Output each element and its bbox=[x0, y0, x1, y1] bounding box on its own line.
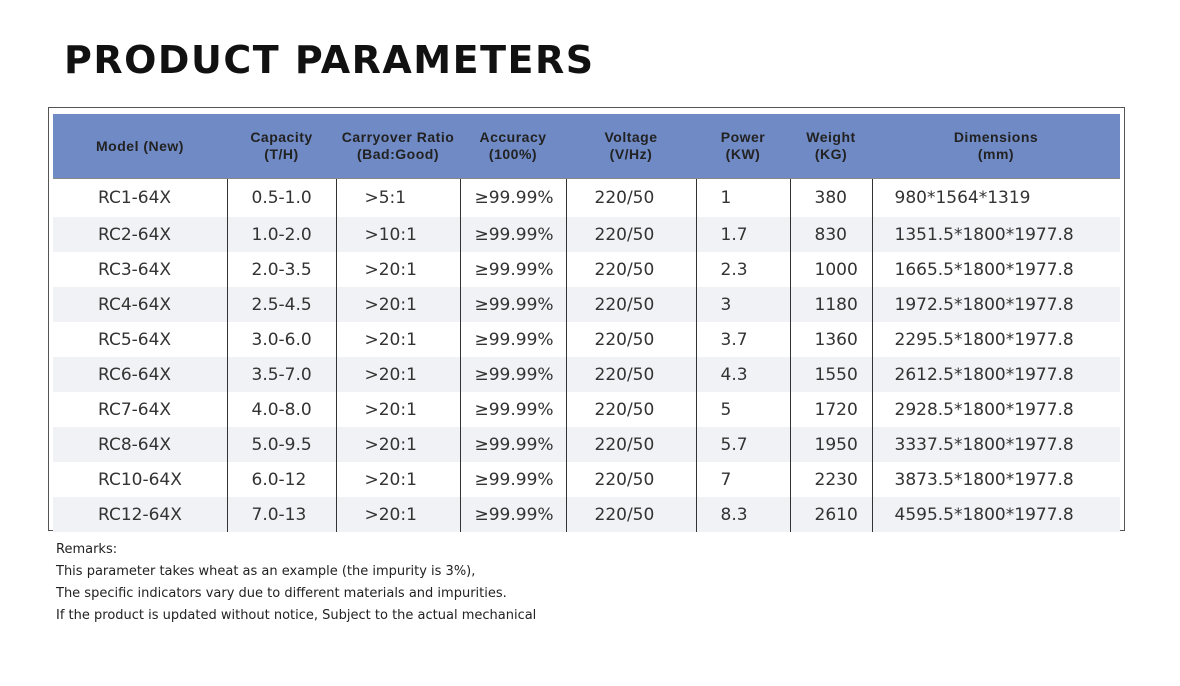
column-header bbox=[696, 114, 790, 179]
column-header bbox=[460, 114, 566, 179]
table-cell: RC8-64X bbox=[53, 427, 227, 462]
table-cell: 5.0-9.5 bbox=[227, 427, 336, 462]
page-title: PRODUCT PARAMETERS bbox=[64, 38, 595, 82]
table-cell: ≥99.99% bbox=[460, 497, 566, 532]
table-cell: RC5-64X bbox=[98, 329, 172, 350]
remarks-line: If the product is updated without notice, Subject to the actual mechanical bbox=[56, 608, 537, 623]
table-cell: 7.0-13 bbox=[227, 497, 336, 532]
remarks-line: The specific indicators vary due to different materials and impurities. bbox=[56, 586, 507, 601]
table-row bbox=[53, 252, 1120, 287]
table-cell: 0.5-1.0 bbox=[227, 179, 336, 218]
table-cell: >20:1 bbox=[336, 287, 460, 322]
table-cell: 4.0-8.0 bbox=[227, 392, 336, 427]
table-cell: RC2-64X bbox=[53, 217, 227, 252]
column-header bbox=[336, 114, 460, 179]
table-cell: 5.7 bbox=[696, 427, 790, 462]
remarks bbox=[56, 539, 536, 627]
table-cell: >20:1 bbox=[336, 252, 460, 287]
table-cell: 1360 bbox=[790, 322, 872, 357]
parameters-table-frame bbox=[48, 107, 1125, 531]
table-cell: ≥99.99% bbox=[460, 322, 566, 357]
table-cell: 2.5-4.5 bbox=[227, 287, 336, 322]
table-cell: ≥99.99% bbox=[460, 252, 566, 287]
table-cell: RC10-64X bbox=[98, 469, 182, 490]
table-cell: 3 bbox=[696, 287, 790, 322]
table-cell: ≥99.99% bbox=[460, 462, 566, 497]
table-row bbox=[53, 462, 1120, 497]
table-cell: 830 bbox=[790, 217, 872, 252]
column-header bbox=[790, 114, 872, 179]
table-cell: 1.0-2.0 bbox=[227, 217, 336, 252]
table-cell: 1550 bbox=[790, 357, 872, 392]
table-row bbox=[53, 357, 1120, 392]
table-cell: 4.3 bbox=[696, 357, 790, 392]
table-cell: >5:1 bbox=[336, 179, 460, 218]
table-cell: 220/50 bbox=[566, 392, 696, 427]
table-cell: 3.0-6.0 bbox=[227, 322, 336, 357]
column-header-unit: (Bad:Good) bbox=[357, 146, 439, 162]
table-cell: 3873.5*1800*1977.8 bbox=[872, 462, 1120, 497]
column-header-label: Dimensions bbox=[953, 129, 1039, 145]
table-cell: 1950 bbox=[790, 427, 872, 462]
table-cell: 220/50 bbox=[566, 322, 696, 357]
column-header-unit: (100%) bbox=[488, 146, 538, 162]
table-cell: >10:1 bbox=[336, 217, 460, 252]
table-cell: ≥99.99% bbox=[460, 179, 566, 218]
table-cell: 7 bbox=[696, 462, 790, 497]
column-header-unit: (KG) bbox=[814, 146, 848, 162]
table-row bbox=[53, 179, 1120, 218]
column-header-label: Weight bbox=[806, 129, 856, 145]
table-cell: 4595.5*1800*1977.8 bbox=[872, 497, 1120, 532]
table-cell: 2.3 bbox=[696, 252, 790, 287]
column-header-label: Capacity bbox=[250, 129, 313, 145]
table-cell: 3.7 bbox=[696, 322, 790, 357]
table-cell: 1665.5*1800*1977.8 bbox=[872, 252, 1120, 287]
table-cell: >20:1 bbox=[336, 322, 460, 357]
table-cell: 2.0-3.5 bbox=[227, 252, 336, 287]
remarks-line: This parameter takes wheat as an example (the impurity is 3%), bbox=[56, 564, 476, 579]
table-cell: RC12-64X bbox=[53, 497, 227, 532]
table-cell: 6.0-12 bbox=[227, 462, 336, 497]
table-cell: >20:1 bbox=[336, 497, 460, 532]
remarks-heading: Remarks: bbox=[56, 542, 118, 557]
table-cell: 1.7 bbox=[696, 217, 790, 252]
table-cell: 1 bbox=[696, 179, 790, 218]
column-header-label: Power bbox=[720, 129, 766, 145]
column-header bbox=[872, 114, 1120, 179]
table-cell: 220/50 bbox=[566, 217, 696, 252]
table-row bbox=[53, 287, 1120, 322]
table-cell: 220/50 bbox=[566, 427, 696, 462]
table-cell: >20:1 bbox=[336, 462, 460, 497]
table-cell: 8.3 bbox=[696, 497, 790, 532]
column-header-unit: (mm) bbox=[977, 146, 1015, 162]
table-cell: 1000 bbox=[790, 252, 872, 287]
table-cell: 2610 bbox=[790, 497, 872, 532]
table-header-row bbox=[53, 114, 1120, 179]
table-cell: >20:1 bbox=[336, 392, 460, 427]
table-cell: 220/50 bbox=[566, 179, 696, 218]
table-cell: 220/50 bbox=[566, 252, 696, 287]
table-cell: 1351.5*1800*1977.8 bbox=[872, 217, 1120, 252]
table-cell: 2928.5*1800*1977.8 bbox=[872, 392, 1120, 427]
table-cell: >20:1 bbox=[336, 357, 460, 392]
table-cell: 2612.5*1800*1977.8 bbox=[872, 357, 1120, 392]
column-header bbox=[53, 114, 227, 179]
table-cell: >20:1 bbox=[336, 427, 460, 462]
column-header bbox=[227, 114, 336, 179]
table-cell: 1720 bbox=[790, 392, 872, 427]
column-header-label: Voltage bbox=[604, 129, 658, 145]
table-cell: 220/50 bbox=[566, 462, 696, 497]
column-header-unit: (V/Hz) bbox=[609, 146, 653, 162]
table-row bbox=[53, 322, 1120, 357]
table-cell: RC7-64X bbox=[98, 399, 172, 420]
table-row bbox=[53, 217, 1120, 252]
table-cell: 980*1564*1319 bbox=[872, 179, 1120, 218]
column-header-label: Carryover Ratio bbox=[341, 129, 455, 145]
table-cell: RC6-64X bbox=[53, 357, 227, 392]
table-cell: 2230 bbox=[790, 462, 872, 497]
table-cell: 5 bbox=[696, 392, 790, 427]
table-cell: ≥99.99% bbox=[460, 217, 566, 252]
table-cell: ≥99.99% bbox=[460, 287, 566, 322]
table-cell: 220/50 bbox=[566, 497, 696, 532]
table-cell: 1972.5*1800*1977.8 bbox=[872, 287, 1120, 322]
table-cell: 380 bbox=[790, 179, 872, 218]
table-body bbox=[53, 179, 1120, 533]
column-header-label: Accuracy bbox=[479, 129, 547, 145]
column-header-label: Model (New) bbox=[96, 137, 184, 154]
table-cell: 220/50 bbox=[566, 287, 696, 322]
table-cell: 220/50 bbox=[566, 357, 696, 392]
table-cell: ≥99.99% bbox=[460, 427, 566, 462]
table-cell: RC3-64X bbox=[98, 259, 172, 280]
table-cell: 3.5-7.0 bbox=[227, 357, 336, 392]
column-header-unit: (KW) bbox=[725, 146, 761, 162]
table-cell: RC1-64X bbox=[53, 179, 227, 218]
table-cell: 1180 bbox=[790, 287, 872, 322]
table-cell: ≥99.99% bbox=[460, 392, 566, 427]
column-header bbox=[566, 114, 696, 179]
table-cell: RC4-64X bbox=[53, 287, 227, 322]
table-row bbox=[53, 427, 1120, 462]
column-header-unit: (T/H) bbox=[264, 146, 299, 162]
table-cell: 3337.5*1800*1977.8 bbox=[872, 427, 1120, 462]
table-cell: ≥99.99% bbox=[460, 357, 566, 392]
table-row bbox=[53, 497, 1120, 532]
table-cell: 2295.5*1800*1977.8 bbox=[872, 322, 1120, 357]
table-row bbox=[53, 392, 1120, 427]
parameters-table bbox=[53, 114, 1120, 532]
